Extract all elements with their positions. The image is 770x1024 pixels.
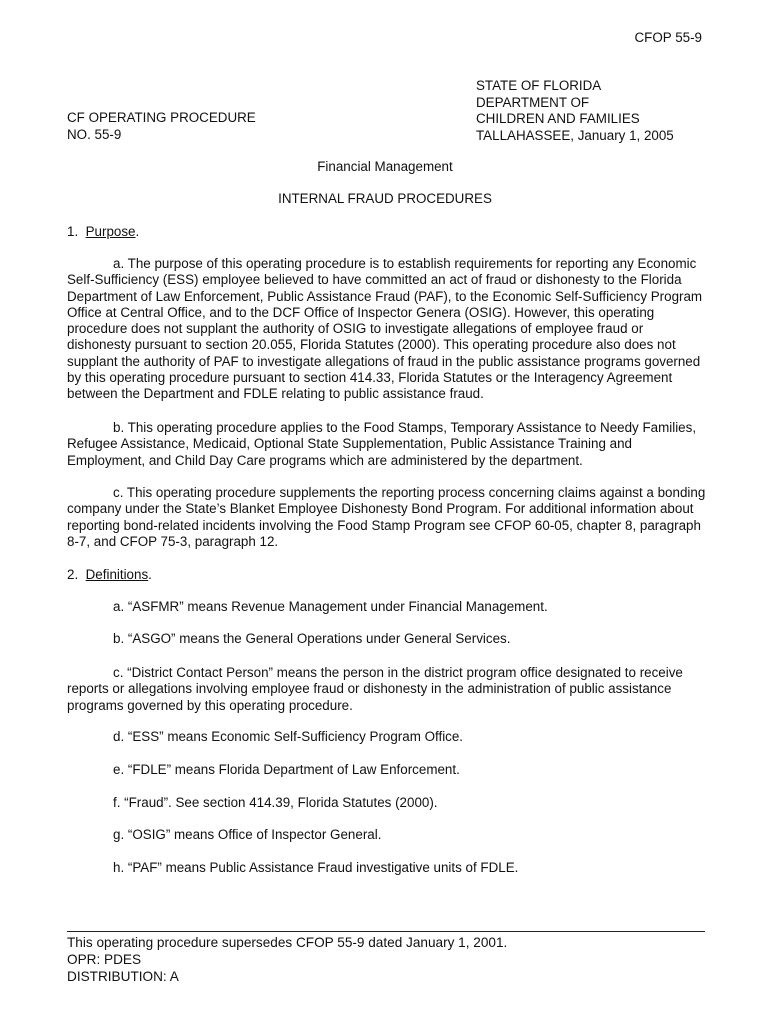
section-heading-purpose: 1. Purpose. [67, 224, 140, 239]
opr-line: OPR: PDES [67, 952, 142, 967]
purpose-paragraph-b: b. This operating procedure applies to the Food Stamps, Temporary Assistance to Needy Families, Refugee Assistance, Medicaid, Optional State Supplementation, Public Assistance Training and Employment, and Child Day Care programs which are administered by the department. [67, 420, 697, 468]
purpose-paragraph-c: c. This operating procedure supplements the reporting process concerning claims against a bonding company under the State’s Blanket Employee Dishonesty Bond Program. For additional information about reporting bond-related incidents involving the Food Stamp Program see CFOP 60-05, chapter 8, paragraph 8-7, and CFOP 75-3, paragraph 12. [67, 485, 706, 549]
distribution-line: DISTRIBUTION: A [67, 969, 179, 984]
definition-item: b. “ASGO” means the General Operations under General Services. [113, 631, 511, 646]
definition-item: d. “ESS” means Economic Self-Sufficiency Program Office. [113, 729, 464, 744]
supersedes-note: This operating procedure supersedes CFOP 55-9 dated January 1, 2001. [67, 935, 508, 950]
agency-line: STATE OF FLORIDA [476, 78, 602, 93]
definition-item: g. “OSIG” means Office of Inspector General. [113, 827, 382, 842]
definition-item: e. “FDLE” means Florida Department of Law Enforcement. [113, 762, 460, 777]
section-number: 2. [67, 567, 79, 582]
section-title: Purpose [85, 224, 136, 239]
definition-item: f. “Fraud”. See section 414.39, Florida Statutes (2000). [113, 795, 438, 810]
section-heading-definitions: 2. Definitions. [67, 567, 152, 582]
agency-date-line: TALLAHASSEE, January 1, 2005 [476, 127, 674, 143]
section-title: Definitions [85, 567, 149, 582]
procedure-number: NO. 55-9 [67, 126, 122, 142]
agency-block [476, 78, 674, 144]
definition-item: h. “PAF” means Public Assistance Fraud investigative units of FDLE. [113, 860, 519, 875]
agency-line: CHILDREN AND FAMILIES [476, 111, 640, 126]
footer-divider [67, 931, 705, 932]
procedure-id-block [67, 110, 256, 143]
definition-item: a. “ASFMR” means Revenue Management under Financial Management. [113, 599, 548, 614]
section-number: 1. [67, 224, 79, 239]
purpose-paragraph-a: a. The purpose of this operating procedure is to establish requirements for reporting any Economic Self-Sufficiency (ESS) employee believed to have committed an act of fraud or dishonesty to the Florida Department of Law Enforcement, Public Assistance Fraud (PAF), to the Economic Self-Sufficiency Program Office at Central Office, and to the DCF Office of Inspector Genera (OSIG). However, this operating procedure does not supplant the authority of OSIG to investigate allegations of employee fraud or dishonesty pursuant to section 20.055, Florida Statutes (2000). This operating procedure also does not supplant the authority of PAF to investigate allegations of fraud in the public assistance programs governed by this operating procedure pursuant to section 414.33, Florida Statutes or the Interagency Agreement between the Department and FDLE relating to public assistance fraud. [67, 256, 703, 402]
agency-line: DEPARTMENT OF [476, 94, 590, 110]
procedure-label: CF OPERATING PROCEDURE [67, 110, 256, 125]
definition-item: c. “District Contact Person” means the person in the district program office designated to receive reports or allegations involving employee fraud or dishonesty in the administration of public assistance programs governed by this operating procedure. [67, 665, 683, 713]
subject-line: Financial Management [317, 159, 453, 174]
document-number: CFOP 55-9 [634, 30, 702, 45]
document-title: INTERNAL FRAUD PROCEDURES [278, 191, 492, 206]
footer [67, 934, 507, 985]
